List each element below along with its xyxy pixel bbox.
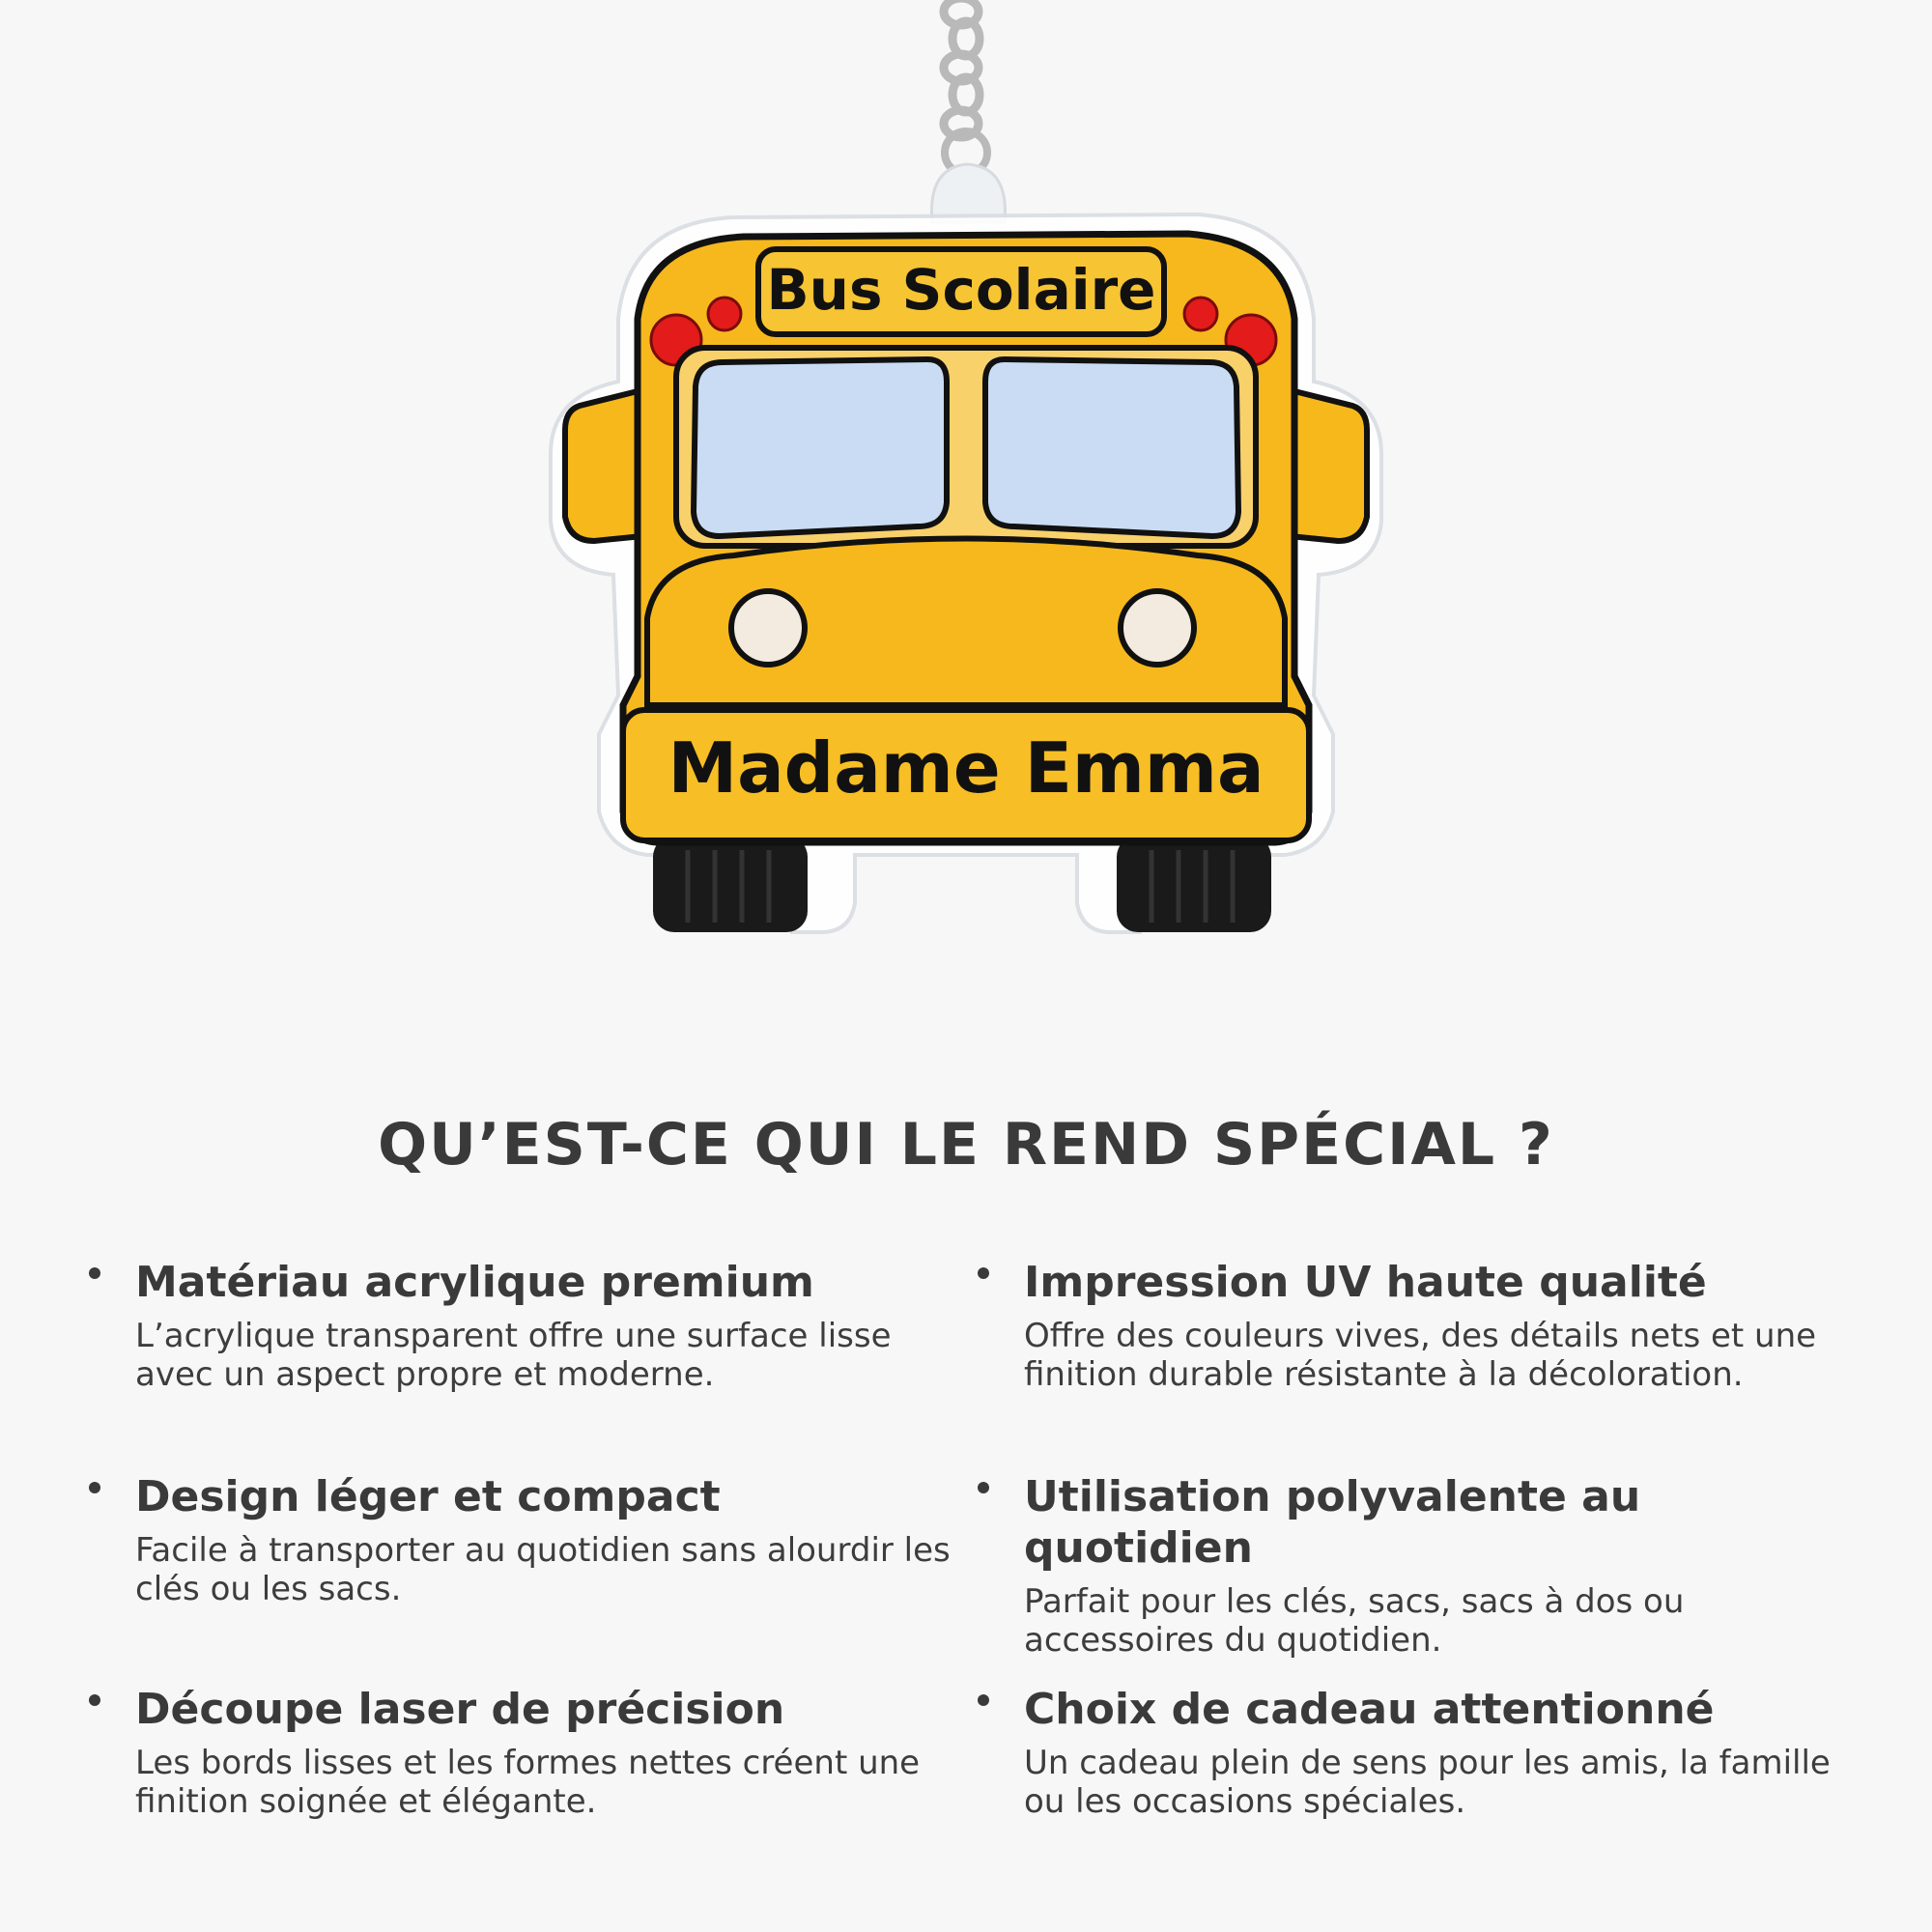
feature-text: L’acrylique transparent offre une surface lisse avec un aspect propre et moderne. — [135, 1316, 892, 1394]
bus-hood — [647, 539, 1285, 706]
bullet-icon — [978, 1694, 989, 1706]
feature-item — [1024, 1258, 1845, 1394]
acrylic-tab — [931, 164, 1005, 222]
feature-title: Choix de cadeau attentionné — [1024, 1685, 1715, 1734]
feature-text: Parfait pour les clés, sacs, sacs à dos ou accessoires du quotidien. — [1024, 1581, 1685, 1660]
bullet-icon — [89, 1694, 100, 1706]
feature-item — [1024, 1472, 1845, 1660]
bullet-icon — [978, 1482, 989, 1493]
bullet-icon — [978, 1267, 989, 1279]
feature-text: Les bords lisses et les formes nettes créent une finition soignée et élégante. — [135, 1743, 921, 1821]
name-plate — [623, 710, 1309, 840]
feature-item — [135, 1258, 956, 1394]
bullet-icon — [89, 1482, 100, 1493]
feature-title: Découpe laser de précision — [135, 1685, 785, 1734]
section-title: QU’EST-CE QUI LE REND SPÉCIAL ? — [378, 1111, 1554, 1179]
bullet-icon — [89, 1267, 100, 1279]
feature-text: Facile à transporter au quotidien sans alourdir les clés ou les sacs. — [135, 1530, 951, 1608]
top-sign — [758, 249, 1164, 334]
feature-item — [135, 1472, 956, 1608]
feature-title: Matériau acrylique premium — [135, 1258, 814, 1307]
feature-title: Impression UV haute qualité — [1024, 1258, 1707, 1307]
feature-title: Design léger et compact — [135, 1472, 721, 1521]
top-sign-label: Bus Scolaire — [766, 257, 1156, 323]
feature-title: Utilisation polyvalente au quotidien — [1024, 1472, 1641, 1573]
feature-text: Un cadeau plein de sens pour les amis, la famille ou les occasions spéciales. — [1024, 1743, 1831, 1821]
name-plate-label: Madame Emma — [668, 727, 1264, 809]
feature-text: Offre des couleurs vives, des détails nets et une finition durable résistante à la décoloration. — [1024, 1316, 1817, 1394]
feature-item — [1024, 1685, 1845, 1821]
feature-item — [135, 1685, 956, 1821]
windshield — [676, 348, 1256, 546]
keychain-chain — [944, 0, 987, 174]
